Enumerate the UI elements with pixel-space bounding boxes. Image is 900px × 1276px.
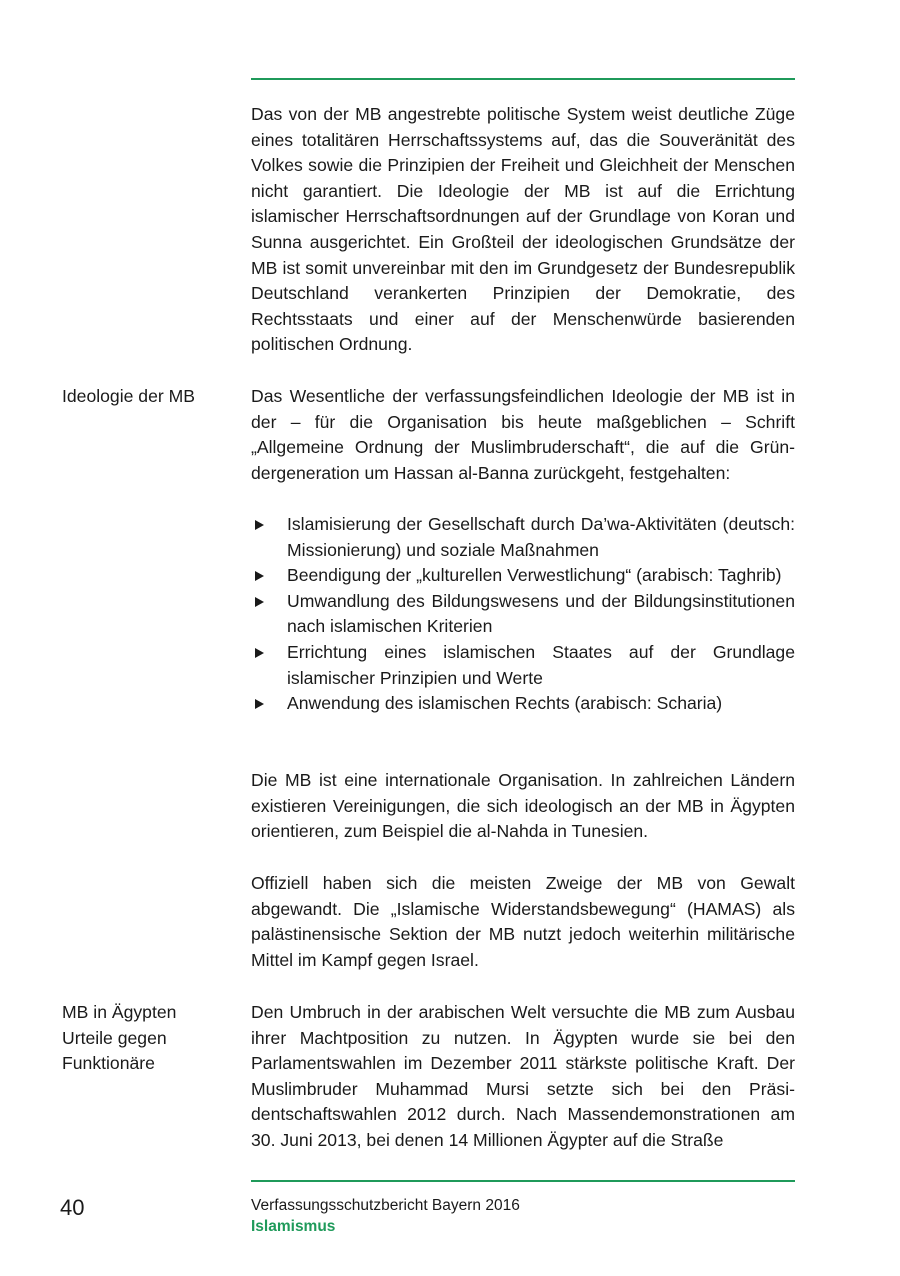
margin-note-egypt-line-2: Urteile gegen [62, 1027, 167, 1048]
triangle-bullet-icon [255, 699, 264, 709]
paragraph-hamas: Offiziell haben sich die meisten Zweige der MB von Gewalt abgewandt. Die „Islamische Widerstandsbewegung“ (HAMAS) als palästinensische Sektion der MB nutzt jedoch weiterhin militärische Mittel im Kampf gegen Israel. [251, 873, 795, 970]
bottom-divider [251, 1180, 795, 1182]
triangle-bullet-icon [255, 648, 264, 658]
triangle-bullet-icon [255, 520, 264, 530]
footer-section-name: Islamismus [251, 1218, 336, 1235]
paragraph-ideology: Das Wesentliche der verfassungsfeindlichen Ideologie der MB ist in der – für die Organisation bis heute maßgeblichen – Schrift „Allgemeine Ordnung der Muslimbruderschaft“, die auf die Gründergeneration um Hassan al-Banna zurückgeht, festgehalten: [251, 386, 795, 483]
margin-note-ideology-text: Ideologie der MB [62, 386, 196, 406]
list-item [251, 589, 795, 640]
top-divider [251, 78, 795, 80]
paragraph-international: Die MB ist eine internationale Organisation. In zahlreichen Ländern existieren Vereinigungen, die sich ideologisch an der MB in Ägypten orientieren, zum Beispiel die al-Nahda in Tunesien. [251, 770, 795, 842]
margin-note-egypt [62, 1000, 232, 1077]
list-item-text: Errichtung eines islamischen Staates auf der Grundlage islamischer Prinzipien und Werte [287, 641, 795, 688]
triangle-bullet-icon [255, 597, 264, 607]
margin-note-ideology [62, 384, 232, 410]
list-item-text: Beendigung der „kulturellen Verwestlichung“ (arabisch: Taghrib) [287, 565, 782, 586]
paragraph-egypt: Den Umbruch in der arabischen Welt versuchte die MB zum Ausbau ihrer Machtposition zu nutzen. In Ägypten wurde sie bei den Parlamentswahlen im Dezember 2011 stärkste politische Kraft. Der Muslimbruder Muhammad Mursi setzte sich bei den Präsidentschaftswahlen 2012 durch. Nach Massendemonstrationen am 30. Juni 2013, bei denen 14 Millionen Ägypter auf die Straße [251, 1002, 795, 1150]
list-item [251, 640, 795, 691]
page-number: 40 [60, 1195, 85, 1220]
list-item [251, 563, 795, 589]
margin-note-egypt-line-3: Funktionäre [62, 1053, 155, 1074]
list-item [251, 512, 795, 563]
paragraph-political-system: Das von der MB angestrebte politische System weist deutliche Züge eines totalitären Herrschaftssystems auf, das die Souveränität des Volkes sowie die Prinzipien der Freiheit und Gleichheit der Menschen nicht garantiert. Die Ideologie der MB ist auf die Errichtung islamischer Herrschaftsordnungen auf der Grundlage von Koran und Sunna ausgerichtet. Ein Großteil der ideologischen Grundsätze der MB ist somit unvereinbar mit den im Grundgesetz der Bundesrepublik Deutschland verankerten Prinzipien der Demokratie, des Rechtsstaats und einer auf der Menschenwürde basierenden politischen Ordnung. [251, 104, 795, 355]
list-item-text: Islamisierung der Gesellschaft durch Da’wa-Aktivitäten (deutsch: Missionierung) und soziale Maßnahmen [287, 514, 795, 560]
list-item-text: Anwendung des islamischen Rechts (arabisch: Scharia) [287, 693, 723, 714]
list-item [251, 691, 795, 717]
triangle-bullet-icon [255, 571, 264, 581]
list-item-text: Umwandlung des Bildungswesens und der Bildungsinstitutionen nach islamischen Kriterien [287, 590, 795, 637]
ideology-bullet-list [251, 512, 795, 717]
margin-note-egypt-line-1: MB in Ägypten [62, 1002, 177, 1022]
footer-report-title: Verfassungsschutzbericht Bayern 2016 [251, 1197, 520, 1214]
